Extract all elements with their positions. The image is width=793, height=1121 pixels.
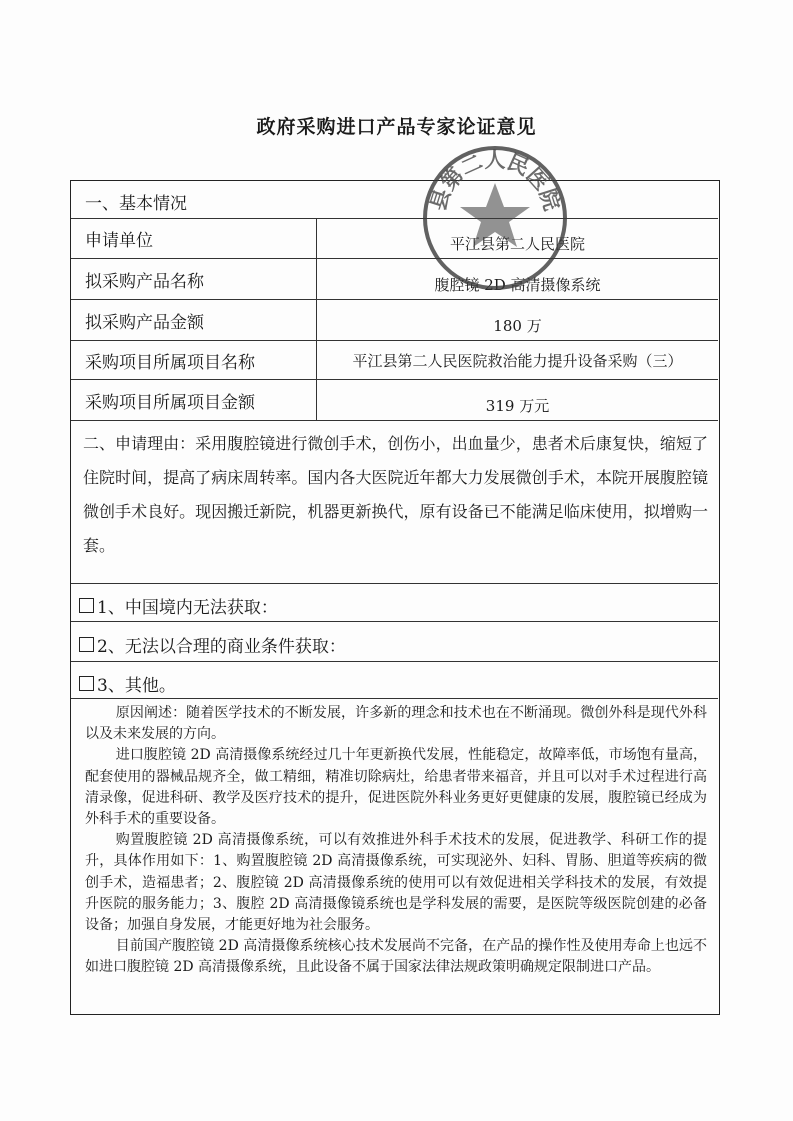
seal-text: 县第二人民医院 bbox=[426, 148, 564, 214]
section-heading: 一、基本情况 bbox=[85, 194, 187, 214]
row-value: 180 万 bbox=[493, 317, 542, 335]
table-row bbox=[71, 380, 718, 421]
paragraph: 购置腹腔镜 2D 高清摄像系统，可以有效推进外科手术技术的发展，促进教学、科研工作的提升，具体作用如下：1、购置腹腔镜 2D 高清摄像系统，可实现泌外、妇科、胃肠、胆道等疾病的微创手术，造福患者；2、腹腔镜 2D 高清摄像系统的使用可以有效促进相关学科技术的发展，有效提升医院的服务能力；3、腹腔 2D 高清摄像镜系统也是学科发展的需要，是医院等级医院创建的必备设备；加强自身发展，才能更好地为社会服务。 bbox=[85, 832, 707, 934]
table-row bbox=[71, 300, 718, 341]
row-label: 采购项目所属项目名称 bbox=[71, 341, 317, 379]
document-title: 政府采购进口产品专家论证意见 bbox=[256, 116, 537, 138]
row-label: 拟采购产品名称 bbox=[71, 259, 317, 299]
paragraph: 目前国产腹腔镜 2D 高清摄像系统核心技术发展尚不完备，在产品的操作性及使用寿命上也远不如进口腹腔镜 2D 高清摄像系统，且此设备不属于国家法律法规政策明确规定限制进口产品。 bbox=[85, 938, 707, 976]
paragraph: 进口腹腔镜 2D 高清摄像系统经过几十年更新换代发展，性能稳定，故障率低，市场饱有量高，配套使用的器械品规齐全，做工精细，精准切除病灶，给患者带来福音，并且可以对手术过程进行高清录像，促进科研、教学及医疗技术的提升，促进医院外科业务更好更健康的发展，腹腔镜已经成为外科手术的重要设备。 bbox=[85, 747, 707, 828]
check-row bbox=[71, 622, 718, 662]
table-row bbox=[71, 259, 718, 300]
official-seal-icon bbox=[420, 143, 570, 293]
row-label: 申请单位 bbox=[71, 219, 317, 258]
row-value: 腹腔镜 2D 高清摄像系统 bbox=[434, 276, 601, 294]
check-label: 3、其他。 bbox=[97, 676, 176, 696]
star-icon bbox=[460, 183, 530, 247]
table-row bbox=[71, 341, 718, 380]
row-value: 平江县第二人民医院救治能力提升设备采购（三） bbox=[352, 351, 683, 370]
checkbox-icon bbox=[79, 676, 94, 691]
check-label: 1、中国境内无法获取： bbox=[97, 598, 278, 618]
form-table bbox=[70, 180, 720, 1015]
checkbox-icon bbox=[79, 598, 94, 613]
section-reason bbox=[71, 421, 718, 584]
check-label: 2、无法以合理的商业条件获取： bbox=[97, 637, 346, 657]
row-value: 平江县第二人民医院 bbox=[449, 235, 585, 253]
check-item bbox=[79, 632, 346, 657]
check-row bbox=[71, 662, 718, 699]
row-label: 拟采购产品金额 bbox=[71, 300, 317, 340]
checkbox-icon bbox=[79, 637, 94, 652]
check-item bbox=[79, 593, 278, 618]
reason-text: 二、申请理由：采用腹腔镜进行微创手术，创伤小，出血量少，患者术后康复快，缩短了住院时间，提高了病床周转率。国内各大医院近年都大力发展微创手术，本院开展腹腔镜微创手术良好。现因搬迁新院，机器更新换代，原有设备已不能满足临床使用，拟增购一套。 bbox=[83, 434, 708, 555]
explanation-body bbox=[85, 703, 707, 979]
paragraph: 原因阐述：随着医学技术的不断发展，许多新的理念和技术也在不断涌现。微创外科是现代外科以及未来发展的方向。 bbox=[85, 705, 707, 743]
check-item bbox=[79, 671, 176, 696]
section-basic-info bbox=[71, 181, 718, 219]
row-value: 319 万元 bbox=[485, 397, 550, 415]
check-row bbox=[71, 584, 718, 622]
row-label: 采购项目所属项目金额 bbox=[71, 380, 317, 420]
table-row bbox=[71, 219, 718, 259]
